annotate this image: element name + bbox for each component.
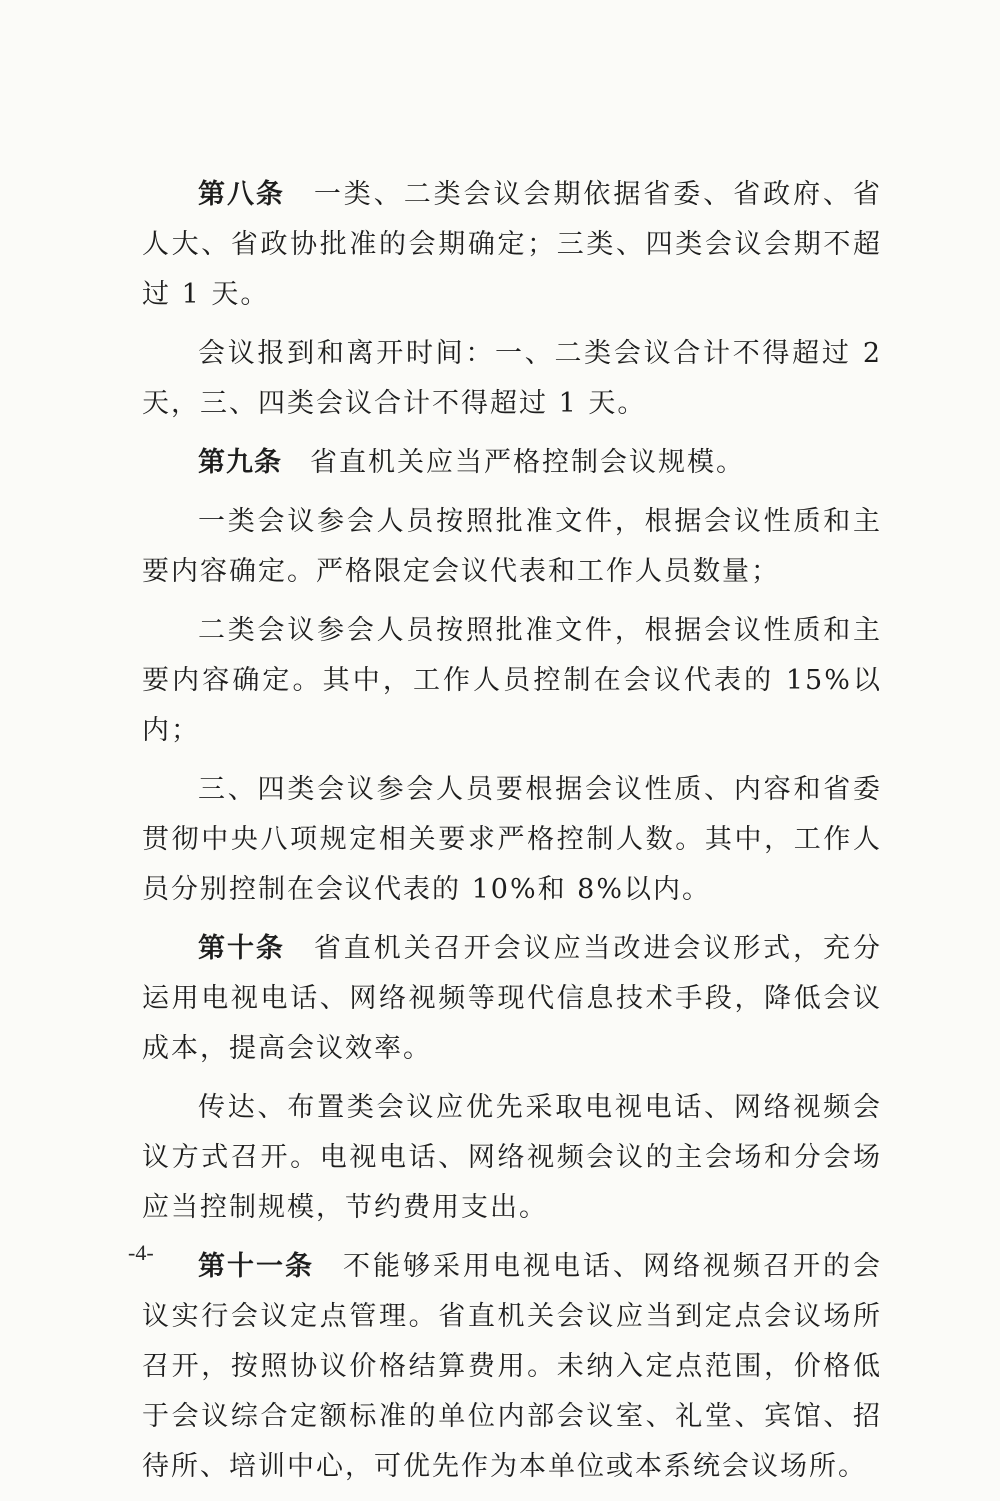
paragraph [142, 606, 882, 756]
page-number: -4- [128, 1240, 154, 1265]
paragraph-article-9 [142, 438, 882, 488]
paragraph-text: 二类会议参会人员按照批准文件，根据会议性质和主要内容确定。其中，工作人员控制在会议代表的 15%以内； [142, 615, 882, 746]
paragraph-text: 传达、布置类会议应优先采取电视电话、网络视频会议方式召开。电视电话、网络视频会议的主会场和分会场应当控制规模，节约费用支出。 [142, 1092, 882, 1223]
article-label: 第十条 [198, 933, 285, 964]
article-label: 第八条 [198, 179, 285, 210]
paragraph-article-11 [142, 1242, 882, 1492]
paragraph [142, 329, 882, 429]
paragraph-text: 不能够采用电视电话、网络视频召开的会议实行会议定点管理。省直机关会议应当到定点会议场所召开，按照协议价格结算费用。未纳入定点范围，价格低于会议综合定额标准的单位内部会议室、礼堂、宾馆、招待所、培训中心，可优先作为本单位或本系统会议场所。 [142, 1251, 882, 1482]
paragraph-article-10 [142, 924, 882, 1074]
paragraph [142, 1083, 882, 1233]
paragraph-text: 三、四类会议参会人员要根据会议性质、内容和省委贯彻中央八项规定相关要求严格控制人数。其中，工作人员分别控制在会议代表的 10%和 8%以内。 [142, 774, 882, 905]
paragraph-article-8 [142, 170, 882, 320]
paragraph-text: 一类会议参会人员按照批准文件，根据会议性质和主要内容确定。严格限定会议代表和工作人员数量； [142, 506, 882, 587]
document-body [142, 170, 882, 1501]
paragraph [142, 497, 882, 597]
paragraph [142, 765, 882, 915]
paragraph-text: 一类、二类会议会期依据省委、省政府、省人大、省政协批准的会期确定；三类、四类会议会期不超过 1 天。 [142, 179, 883, 310]
paragraph-text: 省直机关召开会议应当改进会议形式，充分运用电视电话、网络视频等现代信息技术手段，降低会议成本，提高会议效率。 [142, 933, 883, 1064]
article-label: 第十一条 [198, 1251, 314, 1282]
paragraph-text: 会议报到和离开时间：一、二类会议合计不得超过 2 天，三、四类会议合计不得超过 1 天。 [142, 338, 882, 419]
article-label: 第九条 [198, 447, 282, 478]
paragraph-text: 省直机关应当严格控制会议规模。 [310, 447, 745, 478]
